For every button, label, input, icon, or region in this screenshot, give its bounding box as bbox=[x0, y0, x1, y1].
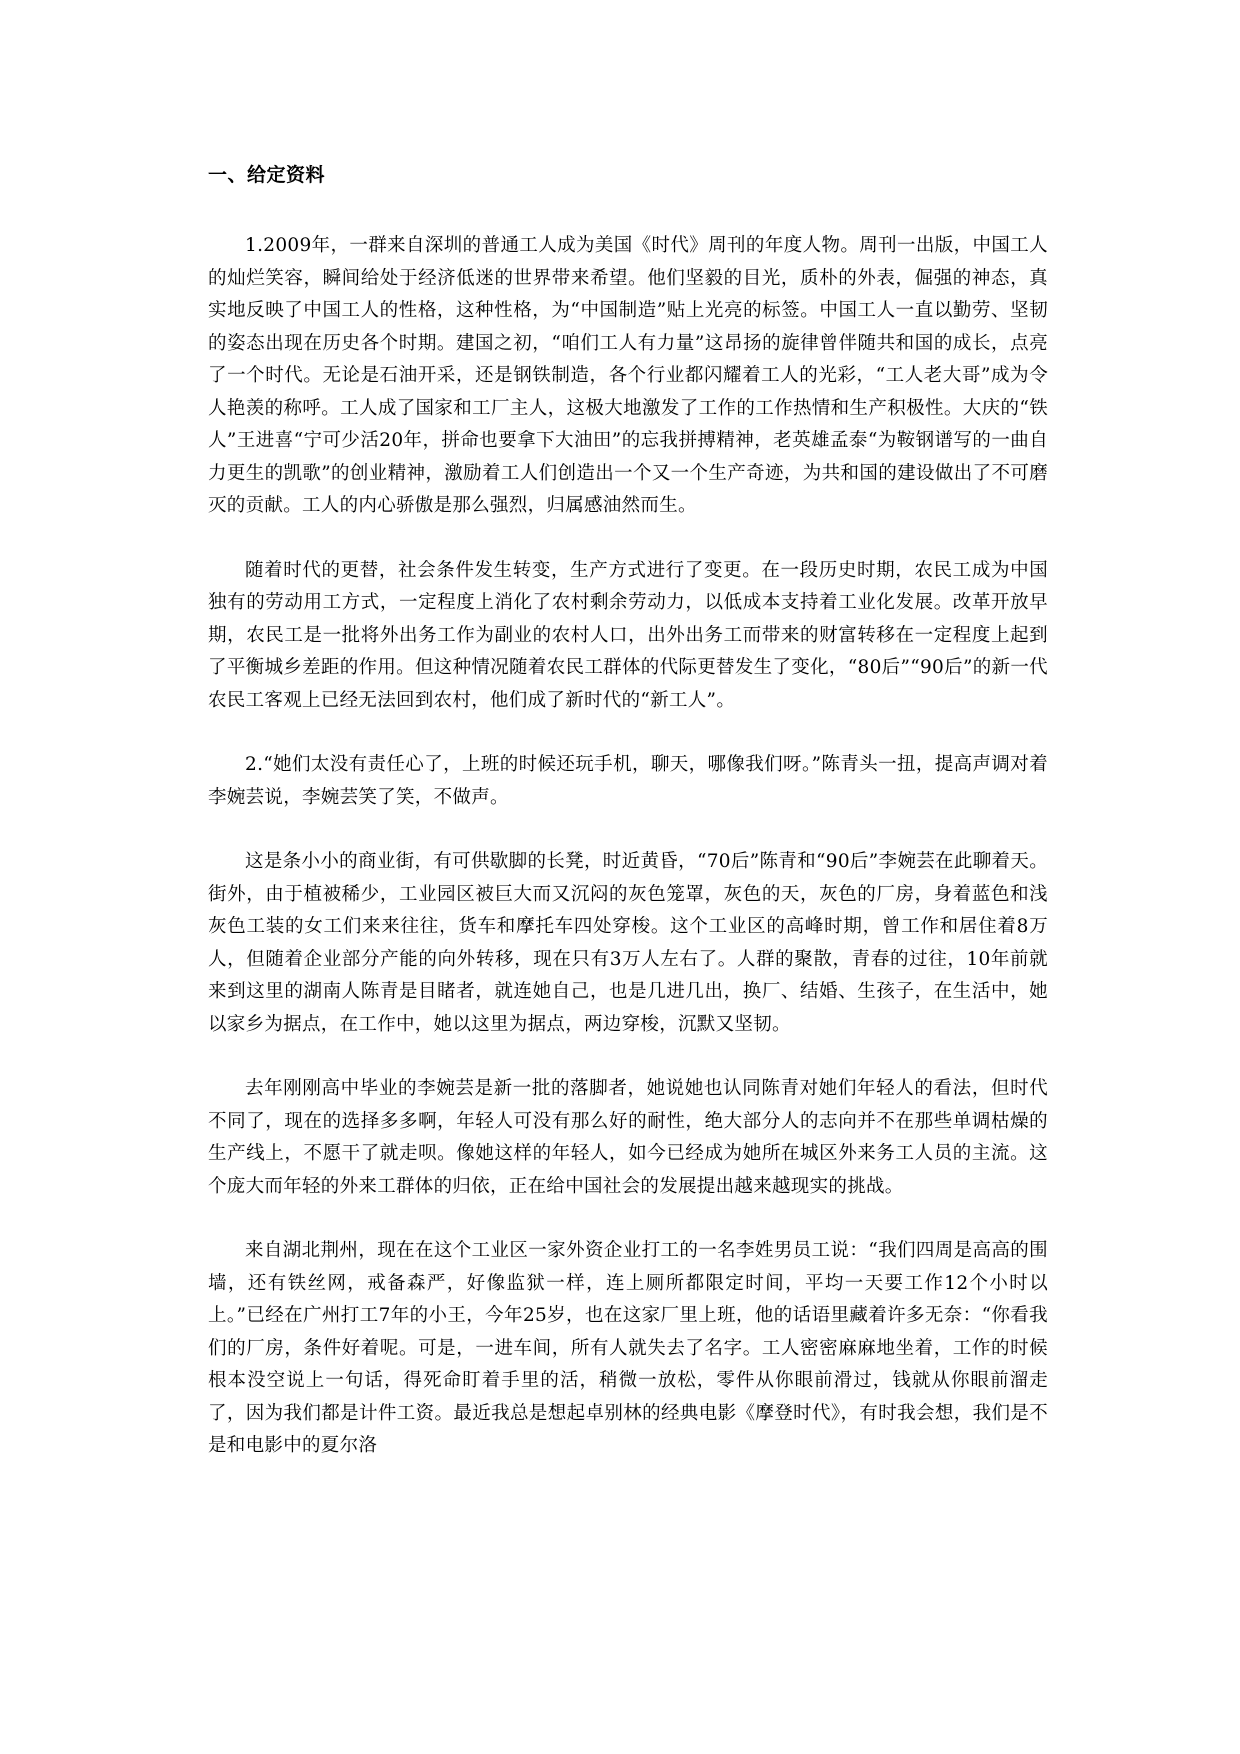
document-page bbox=[208, 160, 1048, 1495]
paragraph-6: 来自湖北荆州，现在在这个工业区一家外资企业打工的一名李姓男员工说：“我们四周是高高的围墙，还有铁丝网，戒备森严，好像监狱一样，连上厕所都限定时间，平均一天要工作12个小时以上。”已经在广州打工7年的小王，今年25岁，也在这家厂里上班，他的话语里藏着许多无奈：“你看我们的厂房，条件好着呢。可是，一进车间，所有人就失去了名字。工人密密麻麻地坐着，工作的时候根本没空说上一句话，得死命盯着手里的活，稍微一放松，零件从你眼前滑过，钱就从你眼前溜走了，因为我们都是计件工资。最近我总是想起卓别林的经典电影《摩登时代》，有时我会想，我们是不是和电影中的夏尔洛 bbox=[208, 1240, 1048, 1456]
paragraph-1: 1.2009年，一群来自深圳的普通工人成为美国《时代》周刊的年度人物。周刊一出版，中国工人的灿烂笑容，瞬间给处于经济低迷的世界带来希望。他们坚毅的目光，质朴的外表，倔强的神态，真实地反映了中国工人的性格，这种性格，为“中国制造”贴上光亮的标签。中国工人一直以勤劳、坚韧的姿态出现在历史各个时期。建国之初，“咱们工人有力量”这昂扬的旋律曾伴随共和国的成长，点亮了一个时代。无论是石油开采，还是钢铁制造，各个行业都闪耀着工人的光彩，“工人老大哥”成为令人艳羡的称呼。工人成了国家和工厂主人，这极大地激发了工作的工作热情和生产积极性。大庆的“铁人”王进喜“宁可少活20年，拼命也要拿下大油田”的忘我拼搏精神，老英雄孟泰“为鞍钢谱写的一曲自力更生的凯歌”的创业精神，激励着工人们创造出一个又一个生产奇迹，为共和国的建设做出了不可磨灭的贡献。工人的内心骄傲是那么强烈，归属感油然而生。 bbox=[208, 235, 1048, 516]
paragraph-3: 2.“她们太没有责任心了，上班的时候还玩手机，聊天，哪像我们呀。”陈青头一扭，提高声调对着李婉芸说，李婉芸笑了笑，不做声。 bbox=[208, 754, 1048, 808]
paragraph-2: 随着时代的更替，社会条件发生转变，生产方式进行了变更。在一段历史时期，农民工成为中国独有的劳动用工方式，一定程度上消化了农村剩余劳动力，以低成本支持着工业化发展。改革开放早期，农民工是一批将外出务工作为副业的农村人口，出外出务工而带来的财富转移在一定程度上起到了平衡城乡差距的作用。但这种情况随着农民工群体的代际更替发生了变化，“80后”“90后”的新一代农民工客观上已经无法回到农村，他们成了新时代的“新工人”。 bbox=[208, 559, 1048, 711]
section-heading: 一、给定资料 bbox=[208, 164, 326, 186]
paragraph-5: 去年刚刚高中毕业的李婉芸是新一批的落脚者，她说她也认同陈青对她们年轻人的看法，但时代不同了，现在的选择多多啊，年轻人可没有那么好的耐性，绝大部分人的志向并不在那些单调枯燥的生产线上，不愿干了就走呗。像她这样的年轻人，如今已经成为她所在城区外来务工人员的主流。这个庞大而年轻的外来工群体的归依，正在给中国社会的发展提出越来越现实的挑战。 bbox=[208, 1078, 1048, 1197]
paragraph-4: 这是条小小的商业街，有可供歇脚的长凳，时近黄昏，“70后”陈青和“90后”李婉芸在此聊着天。街外，由于植被稀少，工业园区被巨大而又沉闷的灰色笼罩，灰色的天，灰色的厂房，身着蓝色和浅灰色工装的女工们来来往往，货车和摩托车四处穿梭。这个工业区的高峰时期，曾工作和居住着8万人，但随着企业部分产能的向外转移，现在只有3万人左右了。人群的聚散，青春的过往，10年前就来到这里的湖南人陈青是目睹者，就连她自己，也是几进几出，换厂、结婚、生孩子，在生活中，她以家乡为据点，在工作中，她以这里为据点，两边穿梭，沉默又坚韧。 bbox=[208, 851, 1048, 1035]
